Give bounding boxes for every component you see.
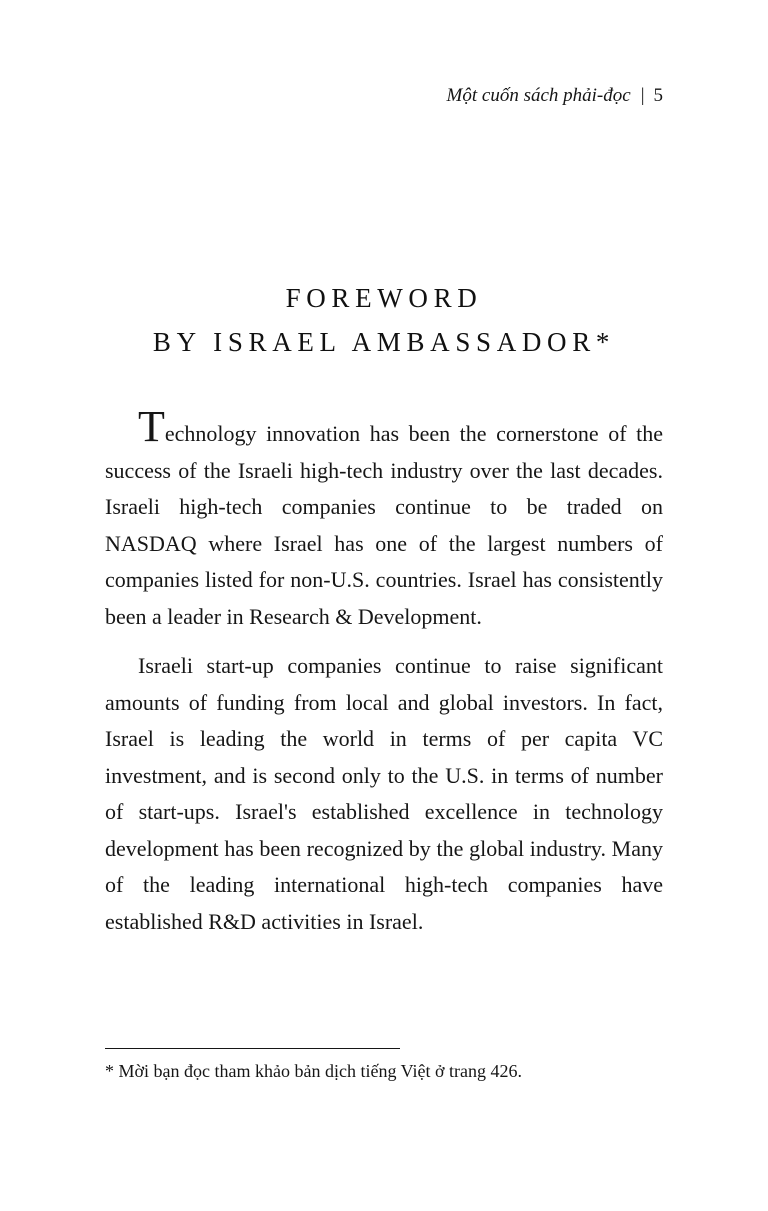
chapter-title-line-2: BY ISRAEL AMBASSADOR*	[152, 327, 616, 357]
paragraph-1-text: echnology innovation has been the cornerstone of the success of the Israeli high-tech industry over the last decades. Israeli high-tech companies continue to be traded on NASDAQ where Israel has one of the largest numbers of companies listed for non-U.S. countries. Israel has consistently been a leader in Research & Development.	[105, 421, 663, 629]
chapter-title	[105, 276, 663, 364]
header-separator: |	[640, 85, 645, 106]
chapter-title-line-1: FOREWORD	[285, 283, 483, 313]
footnote-rule	[105, 1048, 400, 1049]
body-text	[105, 402, 663, 940]
paragraph-2: Israeli start-up companies continue to raise significant amounts of funding from local and global investors. In fact, Israel is leading the world in terms of per capita VC investment, and is second only to the U.S. in terms of number of start-ups. Israel's established excellence in technology development has been recognized by the global industry. Many of the leading international high-tech companies have established R&D activities in Israel.	[105, 653, 663, 934]
paragraph-1	[105, 402, 663, 635]
initial-cap: T	[138, 402, 165, 451]
footnote-text: * Mời bạn đọc tham khảo bản dịch tiếng Việt ở trang 426.	[105, 1061, 523, 1081]
footnote	[105, 1048, 663, 1083]
running-header	[105, 84, 663, 108]
running-header-title: Một cuốn sách phải-đọc	[446, 85, 631, 106]
page-number: 5	[653, 85, 663, 106]
